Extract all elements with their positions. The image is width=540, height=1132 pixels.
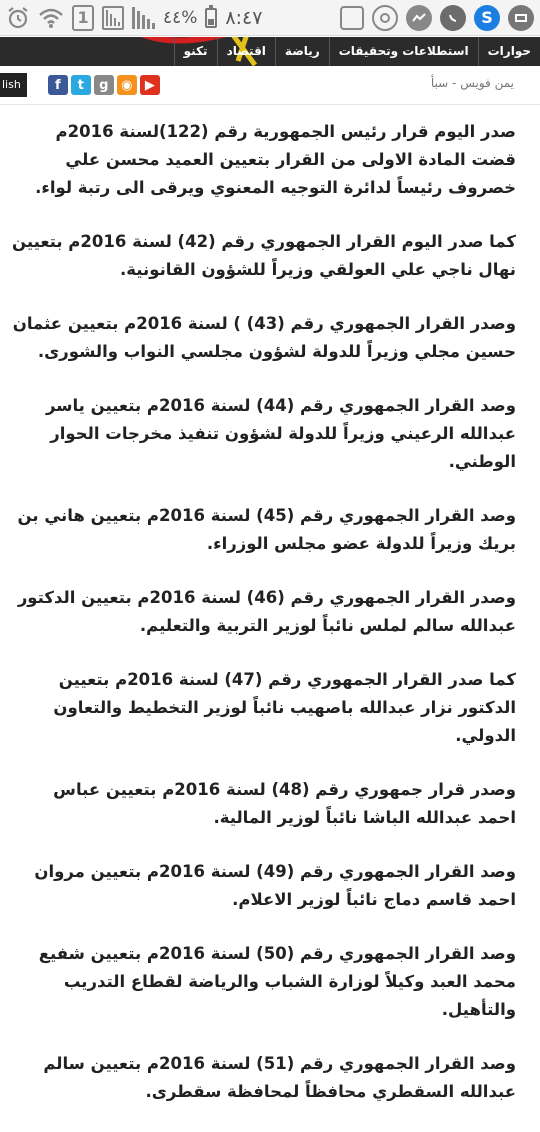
article-source: يمن فويس - سبأ [430, 76, 514, 90]
article-paragraph: وصد القرار الجمهوري رقم (51) لسنة 2016م بتعيين سالم عبدالله السقطري محافظاً لمحافظة سقطرى. [43, 1054, 516, 1101]
language-switch[interactable]: lish [0, 73, 27, 97]
divider [0, 104, 540, 105]
nav-item[interactable]: رياضة [275, 37, 329, 66]
notification-icons [340, 5, 534, 31]
nav-item[interactable]: تكنو [174, 37, 217, 66]
sim-badge: 1 [72, 5, 94, 31]
nav-item[interactable]: حوارات [478, 37, 540, 66]
article-paragraph: وصد القرار الجمهوري رقم (44) لسنة 2016م بتعيين ياسر عبدالله الرعيني وزيراً للدولة لشؤون تنفيذ مخرجات الحوار الوطني. [45, 396, 516, 471]
youtube-icon[interactable]: ▶ [140, 75, 160, 95]
signal-icon [132, 7, 155, 29]
battery-icon [205, 8, 217, 28]
signal-sim-icon [102, 6, 124, 30]
battery-percent: %٤٤ [163, 7, 198, 28]
article-paragraph: كما صدر اليوم القرار الجمهوري رقم (42) لسنة 2016م بتعيين نهال ناجي علي العولقي وزيراً للشؤون القانونية. [12, 232, 516, 279]
article-paragraph: وصدر قرار جمهوري رقم (48) لسنة 2016م بتعيين عباس احمد عبدالله الباشا نائباً لوزير المالية. [53, 780, 516, 827]
article-paragraph: صدر اليوم قرار رئيس الجمهورية رقم (122)لسنة 2016م قضت المادة الاولى من القرار بتعيين العميد محسن علي خصروف رئيساً لدائرة التوجيه المعنوي ويرقى الى رتبة لواء. [35, 122, 516, 197]
article-paragraph: وصدر القرار الجمهوري رقم (46) لسنة 2016م بتعيين الدكتور عبدالله سالم لملس نائباً لوزير التربية والتعليم. [17, 588, 516, 635]
article-paragraph: وصد القرار الجمهوري رقم (50) لسنة 2016م بتعيين شفيع محمد العبد وكيلاً لوزارة الشباب والرياضة لقطاع التدريب والتأهيل. [38, 944, 516, 1019]
article-body [10, 118, 516, 1132]
google-icon[interactable]: g [94, 75, 114, 95]
article-paragraph: وصد القرار الجمهوري رقم (49) لسنة 2016م بتعيين مروان احمد قاسم دماج نائباً لوزير الاعلام. [34, 862, 516, 909]
messenger-icon [406, 5, 432, 31]
article-paragraph: وصد القرار الجمهوري رقم (45) لسنة 2016م بتعيين هاني بن بريك وزيراً للدولة عضو مجلس الوزراء. [17, 506, 516, 553]
photos-app-icon [340, 6, 364, 30]
whatsapp-icon [440, 5, 466, 31]
nav-menu [174, 37, 540, 66]
site-nav-bar [0, 37, 540, 66]
shazam-icon: S [474, 5, 500, 31]
wifi-icon [38, 7, 64, 29]
facebook-icon[interactable]: f [48, 75, 68, 95]
social-bar [0, 72, 160, 98]
status-bar-system [6, 5, 262, 31]
nav-item[interactable]: استطلاعات وتحقيقات [329, 37, 478, 66]
notification-app-icon [508, 5, 534, 31]
article-paragraph: وصدر القرار الجمهوري رقم (43) ) لسنة 2016م بتعيين عثمان حسين مجلي وزيراً للدولة لشؤون مجلسي النواب والشورى. [12, 314, 516, 361]
clock: ٨:٤٧ [225, 6, 263, 29]
nav-item[interactable]: اقتصاد [217, 37, 275, 66]
twitter-icon[interactable]: t [71, 75, 91, 95]
article-paragraph: كما صدر القرار الجمهوري رقم (47) لسنة 2016م بتعيين الدكتور نزار عبدالله باصهيب نائباً لوزير التخطيط والتعاون الدولي. [53, 670, 516, 745]
alarm-icon [6, 6, 30, 30]
camera-app-icon [372, 5, 398, 31]
rss-icon[interactable]: ◉ [117, 75, 137, 95]
status-bar [0, 0, 540, 36]
